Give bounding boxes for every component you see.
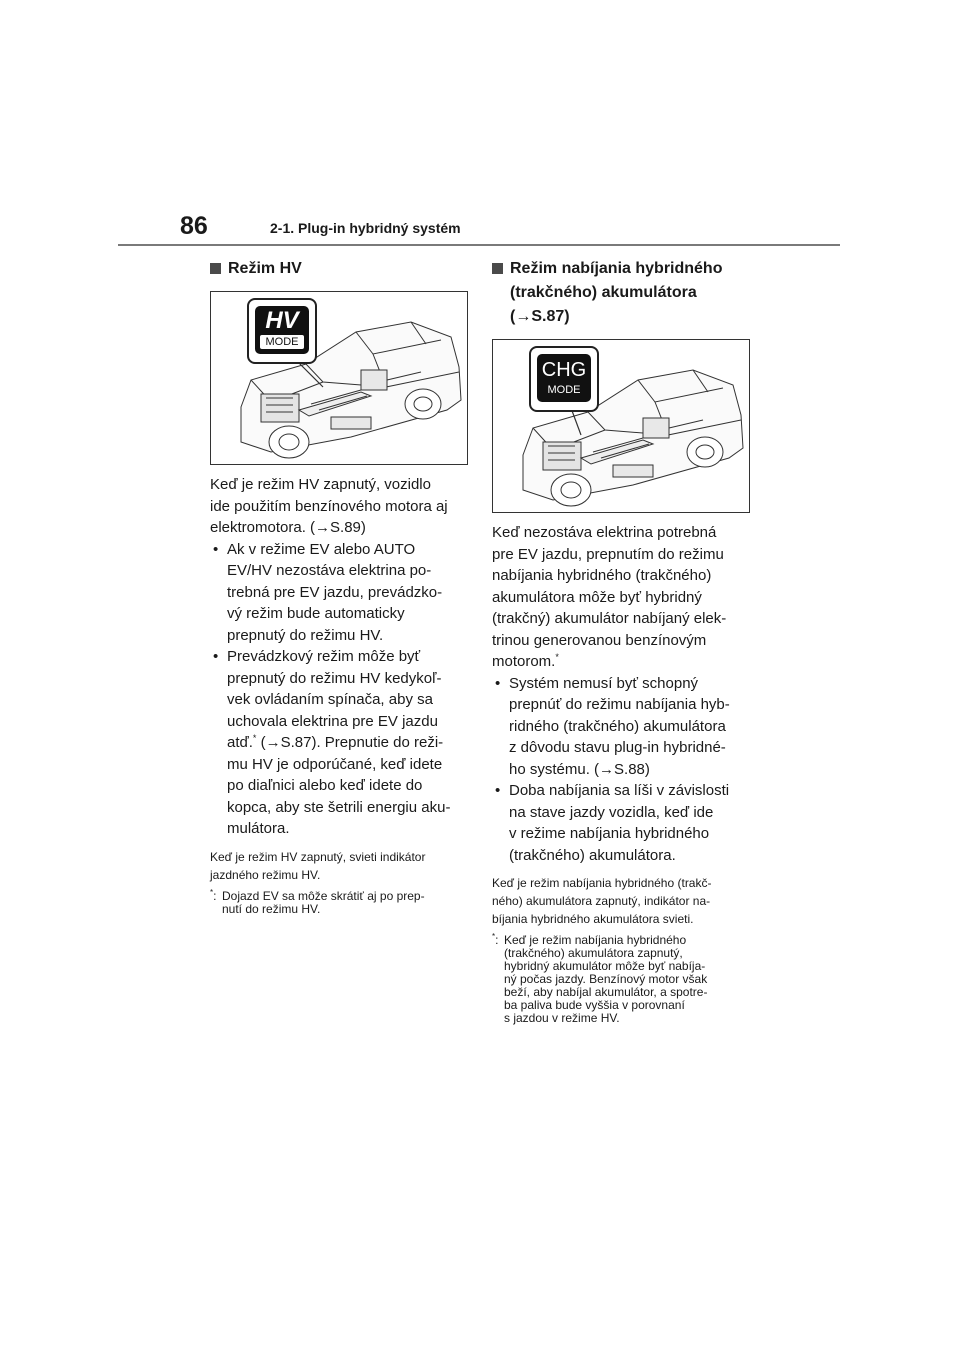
text-line: ba paliva bude vyššia v porovnaní xyxy=(504,998,685,1012)
text-line: nutí do režimu HV. xyxy=(222,901,321,916)
chg-mode-illustration xyxy=(492,339,750,513)
footnote-marker xyxy=(492,934,504,1025)
chg-mode-bullets xyxy=(492,673,754,867)
heading-line: (→S.87) xyxy=(510,308,570,325)
text-line: Keď je režim HV zapnutý, svieti indikátor xyxy=(210,849,426,864)
footnote-marker xyxy=(210,887,222,916)
chg-mode-note xyxy=(492,874,754,928)
list-item xyxy=(210,646,472,840)
text-line: pre EV jazdu, prepnutím do režimu xyxy=(492,545,724,563)
hv-mode-heading xyxy=(210,257,472,281)
heading-line: Režim HV xyxy=(228,260,302,277)
text-line: trebná pre EV jazdu, prevádzko- xyxy=(227,583,443,601)
text-line: ho systému. (→S.88) xyxy=(509,760,650,778)
chg-mode-footnote xyxy=(492,934,754,1025)
hv-mode-illustration xyxy=(210,291,468,465)
text-fragment: atď. xyxy=(227,734,253,751)
text-line: (trakčného) akumulátora. xyxy=(509,846,676,864)
text-line: akumulátora môže byť hybridný xyxy=(492,588,702,606)
text-line: jazdného režimu HV. xyxy=(210,867,321,882)
text-line: • Ak v režime EV alebo AUTO xyxy=(227,540,416,558)
text-line: mulátora. xyxy=(227,820,290,837)
footnote-mark: * xyxy=(555,652,559,662)
text-line: (trakčného) akumulátora zapnutý, xyxy=(504,946,683,960)
hv-mode-bullets xyxy=(210,539,472,840)
text-line: nabíjania hybridného (trakčného) xyxy=(492,567,712,584)
text-fragment: motorom. xyxy=(492,653,556,670)
text-line: po diaľnici alebo keď idete do xyxy=(227,777,423,794)
text-line: hybridný akumulátor môže byť nabíja- xyxy=(504,959,706,973)
text-line xyxy=(492,651,754,673)
footnote-separator: : xyxy=(495,933,499,947)
text-line: ide použitím benzínového motora aj xyxy=(210,497,448,515)
text-line: ný počas jazdy. Benzínový motor však xyxy=(504,972,708,986)
text-line: Keď nezostáva elektrina potrebná xyxy=(492,524,717,541)
text-line xyxy=(227,732,472,754)
text-line: beží, aby nabíjal akumulátor, a spotre- xyxy=(504,985,708,999)
text-line: Keď je režim nabíjania hybridného (trakč- xyxy=(492,876,712,890)
text-line: prepnutý do režimu HV. xyxy=(227,626,384,644)
text-line: vek ovládaním spínača, aby sa xyxy=(227,691,433,708)
hv-mode-footnote xyxy=(210,887,472,916)
text-line: z dôvodu stavu plug-in hybridné- xyxy=(509,739,726,756)
header-rule xyxy=(118,244,840,246)
badge-line2: MODE xyxy=(547,384,581,396)
text-line: na stave jazdy vozidla, keď ide xyxy=(509,803,714,821)
text-line: s jazdou v režime HV. xyxy=(504,1011,620,1025)
list-item xyxy=(210,539,472,647)
text-line: (trakčný) akumulátor nabíjaný elek- xyxy=(492,610,727,627)
list-item xyxy=(492,673,754,781)
right-column xyxy=(492,257,754,1025)
list-item xyxy=(492,780,754,866)
footnote-mark: * xyxy=(252,733,257,743)
text-line: vý režim bude automaticky xyxy=(227,605,405,622)
page-number: 86 xyxy=(180,212,208,240)
badge-line1: CHG xyxy=(541,359,587,381)
text-line: elektromotora. (→S.89) xyxy=(210,519,366,536)
text-line: ridného (trakčného) akumulátora xyxy=(509,717,726,735)
text-line: Keď je režim nabíjania hybridného xyxy=(504,933,687,947)
text-line: • Systém nemusí byť schopný xyxy=(509,674,699,692)
text-line: • Prevádzkový režim môže byť xyxy=(227,648,421,665)
text-line: kopca, aby ste šetrili energiu aku- xyxy=(227,798,451,816)
text-line: Keď je režim HV zapnutý, vozidlo xyxy=(210,476,431,493)
chg-mode-description xyxy=(492,522,754,673)
badge-line2: MODE xyxy=(260,335,304,349)
square-bullet-icon xyxy=(210,263,221,274)
hv-mode-badge xyxy=(247,298,317,364)
text-line: • Doba nabíjania sa líši v závislosti xyxy=(509,782,730,799)
footnote-mark: * xyxy=(492,932,496,941)
footnote-separator: : xyxy=(213,888,217,903)
left-column xyxy=(210,257,472,916)
text-fragment: (→S.87). Prepnutie do reži- xyxy=(260,734,444,751)
text-line: ného) akumulátora zapnutý, indikátor na- xyxy=(492,894,711,908)
chg-mode-badge xyxy=(529,346,599,412)
text-line: prepnúť do režimu nabíjania hyb- xyxy=(509,696,730,713)
text-line: Dojazd EV sa môže skrátiť aj po prep- xyxy=(222,888,425,903)
footnote-mark: * xyxy=(210,887,214,897)
section-title: 2-1. Plug-in hybridný systém xyxy=(270,220,461,236)
heading-line: Režim nabíjania hybridného xyxy=(510,260,723,277)
text-line: mu HV je odporúčané, keď idete xyxy=(227,755,443,773)
hv-mode-icon xyxy=(255,306,309,354)
text-line: v režime nabíjania hybridného xyxy=(509,825,710,842)
chg-mode-icon xyxy=(537,354,591,402)
hv-mode-description xyxy=(210,474,472,539)
chg-mode-heading xyxy=(492,257,754,329)
text-line: bíjania hybridného akumulátora svieti. xyxy=(492,912,694,926)
text-line: trinou generovanou benzínovým xyxy=(492,631,707,649)
hv-mode-note xyxy=(210,848,472,884)
square-bullet-icon xyxy=(492,263,503,274)
text-line: prepnutý do režimu HV kedykoľ- xyxy=(227,669,442,687)
text-line: uchovala elektrina pre EV jazdu xyxy=(227,712,438,730)
text-line: EV/HV nezostáva elektrina po- xyxy=(227,562,432,579)
heading-line: (trakčného) akumulátora xyxy=(510,284,697,301)
badge-line1: HV xyxy=(265,307,299,334)
